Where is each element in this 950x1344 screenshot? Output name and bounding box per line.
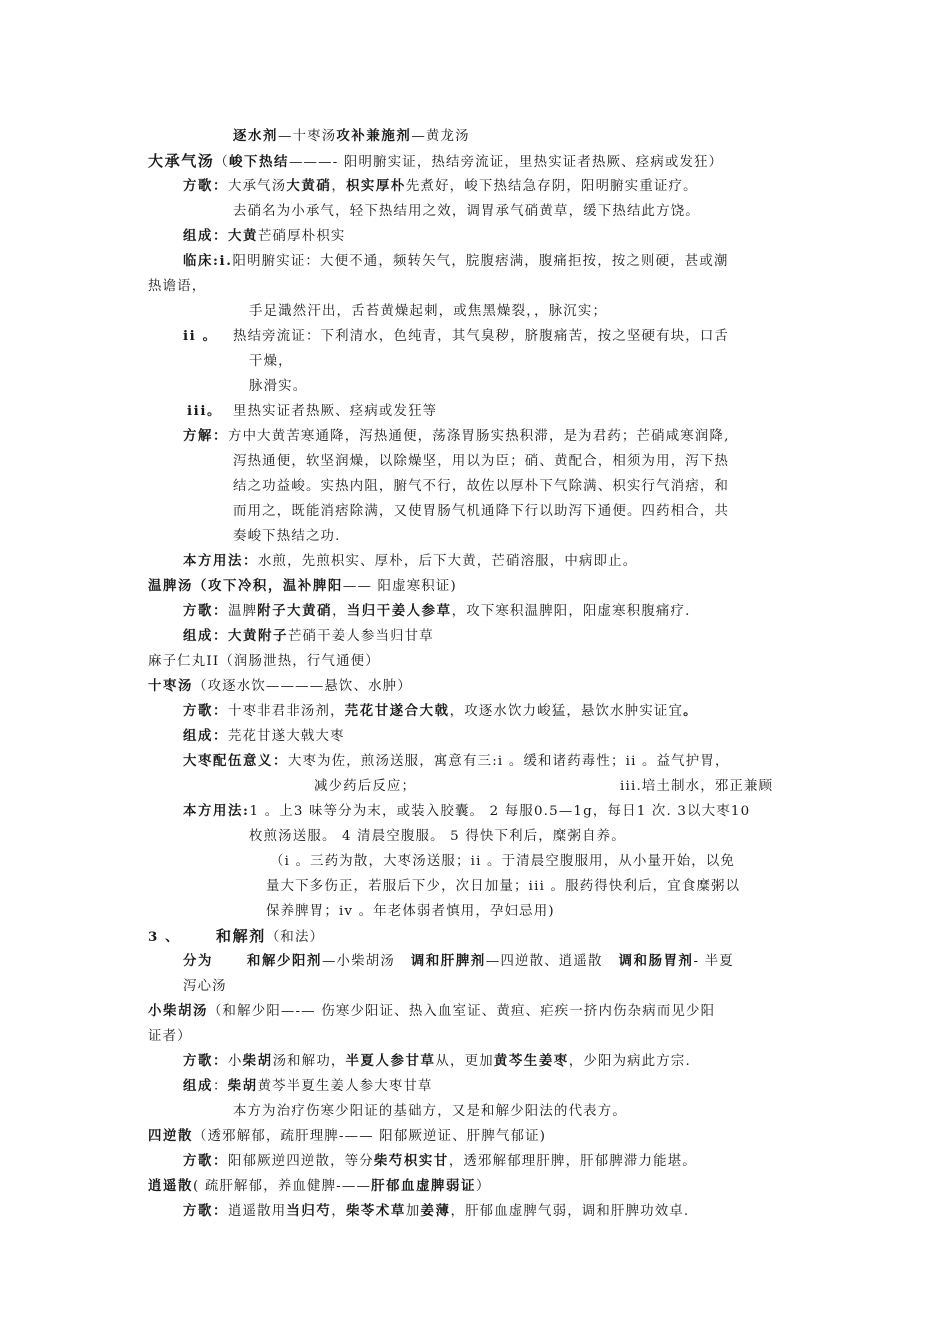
formula-heading-shizao bbox=[148, 677, 412, 696]
text: 1 。上3 味等分为末，或装入胶囊。 2 每服0.5—1g，每日1 次. 3以大枣10 bbox=[249, 804, 751, 819]
text: 去硝名为小承气，轻下热结用之效，调胃承气硝黄草，缓下热结此方饶。 bbox=[233, 204, 700, 219]
text: ，透邪解郁理肝脾，肝郁脾滞力能堪。 bbox=[448, 1154, 697, 1169]
syndrome: 肝郁血虚脾弱证 bbox=[371, 1178, 477, 1194]
classification-line bbox=[183, 952, 734, 971]
composition-line bbox=[183, 1077, 433, 1096]
label: 组成 bbox=[183, 1078, 213, 1094]
label: 方歌： bbox=[183, 603, 228, 619]
formula-heading-maziren bbox=[148, 652, 380, 671]
herb: 大黄 bbox=[227, 228, 258, 244]
text: 结之功益峻。实热内阻，腑气不行，故佐以厚朴下气除满、枳实行气消痞，和 bbox=[233, 479, 730, 494]
herb: 当归芍 bbox=[286, 1203, 332, 1219]
text: 阳明腑实证：大便不通，频转矢气，脘腹痞满，腹痛拒按，按之则硬，甚或潮 bbox=[232, 254, 729, 269]
text-line bbox=[314, 777, 773, 796]
category-title: 调和肝脾剂 bbox=[410, 953, 486, 969]
item-number: ii 。 bbox=[183, 328, 218, 344]
text: ，少阳为病此方宗. bbox=[568, 1054, 691, 1069]
text: 泻热通便，软坚润燥，以除燥坚，用以为臣；硝、黄配合，相须为用，泻下热 bbox=[233, 454, 730, 469]
text: 减少药后反应； bbox=[314, 779, 417, 794]
text: 量大下多伤正，若服后下少，次日加量；iii 。服药得快利后，宜食糜粥以 bbox=[266, 879, 741, 894]
text: 阳郁厥逆四逆散，等分 bbox=[227, 1154, 374, 1169]
text: —— 阳虚寒积证) bbox=[342, 579, 457, 594]
text-line bbox=[233, 477, 729, 496]
effect-label: 峻下热结 bbox=[229, 154, 289, 170]
formula-heading-sini bbox=[148, 1127, 546, 1146]
label: 组成： bbox=[183, 728, 228, 744]
formula-heading-xiaoyao bbox=[148, 1177, 491, 1196]
text-line bbox=[249, 302, 607, 321]
label: 方歌： bbox=[183, 703, 228, 719]
text-line bbox=[270, 852, 735, 871]
text: —小柴胡汤 bbox=[321, 954, 395, 969]
herb: 当归干姜人参草 bbox=[346, 603, 452, 619]
text: ） bbox=[476, 1179, 491, 1194]
clinical-line bbox=[183, 327, 729, 346]
herb: 附子大黄硝 bbox=[257, 603, 333, 619]
formula-title: 温脾汤（攻下冷积，温补脾阳 bbox=[148, 578, 343, 594]
text: —黄龙汤 bbox=[411, 129, 470, 144]
text: 小 bbox=[227, 1054, 243, 1069]
text: （ bbox=[214, 155, 229, 170]
text: 从，更加 bbox=[435, 1054, 494, 1069]
usage-line bbox=[183, 802, 750, 821]
text-line bbox=[233, 502, 729, 521]
text: 芫花甘遂大戟大枣 bbox=[227, 729, 345, 744]
category-title: 攻补兼施剂 bbox=[336, 128, 412, 144]
composition-line bbox=[183, 227, 346, 246]
formula-title: 十枣汤 bbox=[148, 678, 193, 694]
herb: 半夏人参甘草 bbox=[345, 1053, 436, 1069]
formula-heading-xiaochaihu bbox=[148, 1002, 715, 1021]
text: 加 bbox=[405, 1204, 421, 1219]
item-number: iii。 bbox=[187, 403, 223, 419]
label: 方歌： bbox=[183, 1203, 228, 1219]
text: 本方为治疗伤寒少阳证的基础方，又是和解少阳法的代表方。 bbox=[233, 1104, 627, 1119]
text: （和解少阳—-— 伤寒少阳证、热入血室证、黄疸、疟疾一挤内伤杂病而见少阳 bbox=[207, 1004, 716, 1019]
label: 分为 bbox=[183, 953, 213, 969]
formula-title: 大承气汤 bbox=[148, 152, 215, 170]
text-line bbox=[266, 902, 555, 921]
text-line bbox=[233, 1102, 627, 1121]
clinical-line bbox=[187, 402, 437, 421]
text: 里热实证者热厥、痉病或发狂等 bbox=[233, 404, 438, 419]
composition-line bbox=[183, 727, 345, 746]
herb: 柴胡 bbox=[242, 1053, 273, 1069]
herb: 枳实厚朴 bbox=[345, 178, 406, 194]
text: 芒硝干姜人参当归甘草 bbox=[287, 629, 434, 644]
text-line bbox=[233, 202, 700, 221]
text: 大承气汤 bbox=[227, 179, 287, 194]
section-title: 和解剂 bbox=[216, 927, 266, 945]
text: （透邪解郁，疏肝理脾-—— 阳郁厥逆证、肝脾气郁证) bbox=[192, 1129, 547, 1144]
text: （和法） bbox=[265, 930, 325, 945]
text: 先煮好，峻下热结急存阴，阳明腑实重证疗。 bbox=[405, 179, 698, 194]
text-line bbox=[148, 1027, 192, 1046]
text: ，攻下寒积温脾阳，阳虚寒积腹痛疗. bbox=[451, 604, 691, 619]
jujube-meaning-line bbox=[183, 752, 730, 771]
text: 干燥， bbox=[249, 354, 293, 369]
text: ， bbox=[331, 1204, 346, 1219]
text: 热谵语， bbox=[148, 279, 207, 294]
text: 保养脾胃；iv 。年老体弱者慎用，孕妇忌用) bbox=[266, 904, 555, 919]
text: 脉滑实。 bbox=[249, 379, 308, 394]
herb: 柴苓术草 bbox=[345, 1203, 406, 1219]
text: 水煎，先煎枳实、厚朴，后下大黄，芒硝溶服，中病即止。 bbox=[257, 554, 638, 569]
formula-title: 小柴胡汤 bbox=[148, 1003, 208, 1019]
text: iii.培土制水，邪正兼顾 bbox=[620, 779, 774, 794]
label: 本方用法: bbox=[183, 803, 250, 819]
text: 热结旁流证：下利清水，色纯青，其气臭秽，脐腹痛苦，按之坚硬有块，口舌 bbox=[233, 329, 730, 344]
text-line bbox=[183, 977, 227, 996]
composition-line bbox=[183, 627, 434, 646]
text-line bbox=[148, 277, 206, 296]
text: 手足濈然汗出，舌苔黄燥起刺，或焦黑燥裂，，脉沉实； bbox=[249, 304, 608, 319]
text: ( 疏肝解郁，养血健脾-—— bbox=[192, 1179, 372, 1194]
herb: 姜薄 bbox=[420, 1203, 451, 1219]
text: 黄芩半夏生姜人参大枣甘草 bbox=[257, 1079, 433, 1094]
text: ———- 阳明腑实证，热结旁流证，里热实证者热厥、痉病或发狂） bbox=[288, 155, 724, 170]
herb: 柴芍枳实甘 bbox=[373, 1153, 449, 1169]
herb: 柴胡 bbox=[227, 1078, 258, 1094]
formula-song-line bbox=[183, 1052, 691, 1071]
text: 泻心汤 bbox=[183, 979, 227, 994]
text-line bbox=[266, 877, 740, 896]
text-line bbox=[249, 827, 626, 846]
formula-song-line bbox=[183, 702, 698, 721]
herb: 大黄硝 bbox=[286, 178, 332, 194]
text: 方中大黄苦寒通降，泻热通便，荡涤胃肠实热积滞，是为君药；芒硝咸寒润降, bbox=[227, 429, 730, 444]
text-line bbox=[249, 352, 293, 371]
formula-song-line bbox=[183, 1202, 689, 1221]
text: 证者） bbox=[148, 1029, 192, 1044]
label: 方歌： bbox=[183, 1153, 228, 1169]
label: 组成： bbox=[183, 228, 228, 244]
text: （i 。三药为散，大枣汤送服；ii 。于清晨空腹服用，从小量开始，以免 bbox=[270, 854, 736, 869]
section-heading bbox=[148, 927, 324, 947]
text: —四逆散、逍遥散 bbox=[485, 954, 603, 969]
herb: 大黄附子 bbox=[227, 628, 288, 644]
category-title: 和解少阳剂 bbox=[247, 953, 322, 969]
label: 临床:i. bbox=[183, 253, 233, 269]
text: ： bbox=[212, 1079, 228, 1094]
text: ， bbox=[332, 604, 347, 619]
explanation-line bbox=[183, 427, 730, 446]
formula-heading-wenpi bbox=[148, 577, 457, 596]
text: 奏峻下热结之功. bbox=[233, 529, 341, 544]
text: 。 bbox=[683, 703, 699, 719]
clinical-line bbox=[183, 252, 729, 271]
label: 本方用法： bbox=[183, 553, 258, 569]
label: 方歌： bbox=[183, 178, 228, 194]
text: 芒硝厚朴枳实 bbox=[257, 229, 346, 244]
category-title: 逐水剂 bbox=[233, 128, 278, 144]
text: 大枣为佐，煎汤送服，寓意有三:i 。缓和诸药毒性；ii 。益气护胃， bbox=[287, 754, 730, 769]
formula-song-line bbox=[183, 1152, 697, 1171]
text: ，攻逐水饮力峻猛，悬饮水肿实证宜 bbox=[449, 704, 684, 719]
formula-title: 四逆散 bbox=[148, 1128, 193, 1144]
section-number: 3 、 bbox=[148, 929, 181, 945]
usage-line bbox=[183, 552, 637, 571]
text: 而用之，既能消痞除满，又使胃肠气机通降下行以助泻下通便。四药相合，共 bbox=[233, 504, 730, 519]
text: 枚煎汤送服。 4 清晨空腹服。 5 得快下利后，糜粥自养。 bbox=[249, 829, 626, 844]
formula-title: 逍遥散 bbox=[148, 1178, 193, 1194]
label: 大枣配伍意义： bbox=[183, 753, 288, 769]
text-line bbox=[233, 452, 729, 471]
category-title: 调和肠胃剂 bbox=[618, 953, 694, 969]
text: 麻子仁丸II（润肠泄热，行气通便） bbox=[148, 654, 380, 669]
herb: 芫花甘遂合大戟 bbox=[344, 703, 450, 719]
text: - 半夏 bbox=[693, 954, 734, 969]
text: ， bbox=[331, 179, 346, 194]
text-line bbox=[233, 527, 341, 546]
text: 温脾 bbox=[227, 604, 258, 619]
herb: 黄芩生姜枣 bbox=[493, 1053, 569, 1069]
formula-song-line bbox=[183, 602, 691, 621]
label: 组成： bbox=[183, 628, 228, 644]
text: 十枣非君非汤剂， bbox=[227, 704, 345, 719]
label: 方解： bbox=[183, 428, 228, 444]
text: 逍遥散用 bbox=[227, 1204, 287, 1219]
heading-line-1 bbox=[233, 127, 470, 146]
text: —十枣汤 bbox=[277, 129, 337, 144]
label: 方歌： bbox=[183, 1053, 228, 1069]
formula-heading-dachengqi bbox=[148, 152, 723, 172]
text-line bbox=[249, 377, 307, 396]
text: 汤和解功， bbox=[272, 1054, 346, 1069]
formula-song-line bbox=[183, 177, 698, 196]
text: （攻逐水饮————悬饮、水肿） bbox=[192, 679, 412, 694]
text: ，肝郁血虚脾气弱，调和肝脾功效卓. bbox=[450, 1204, 690, 1219]
